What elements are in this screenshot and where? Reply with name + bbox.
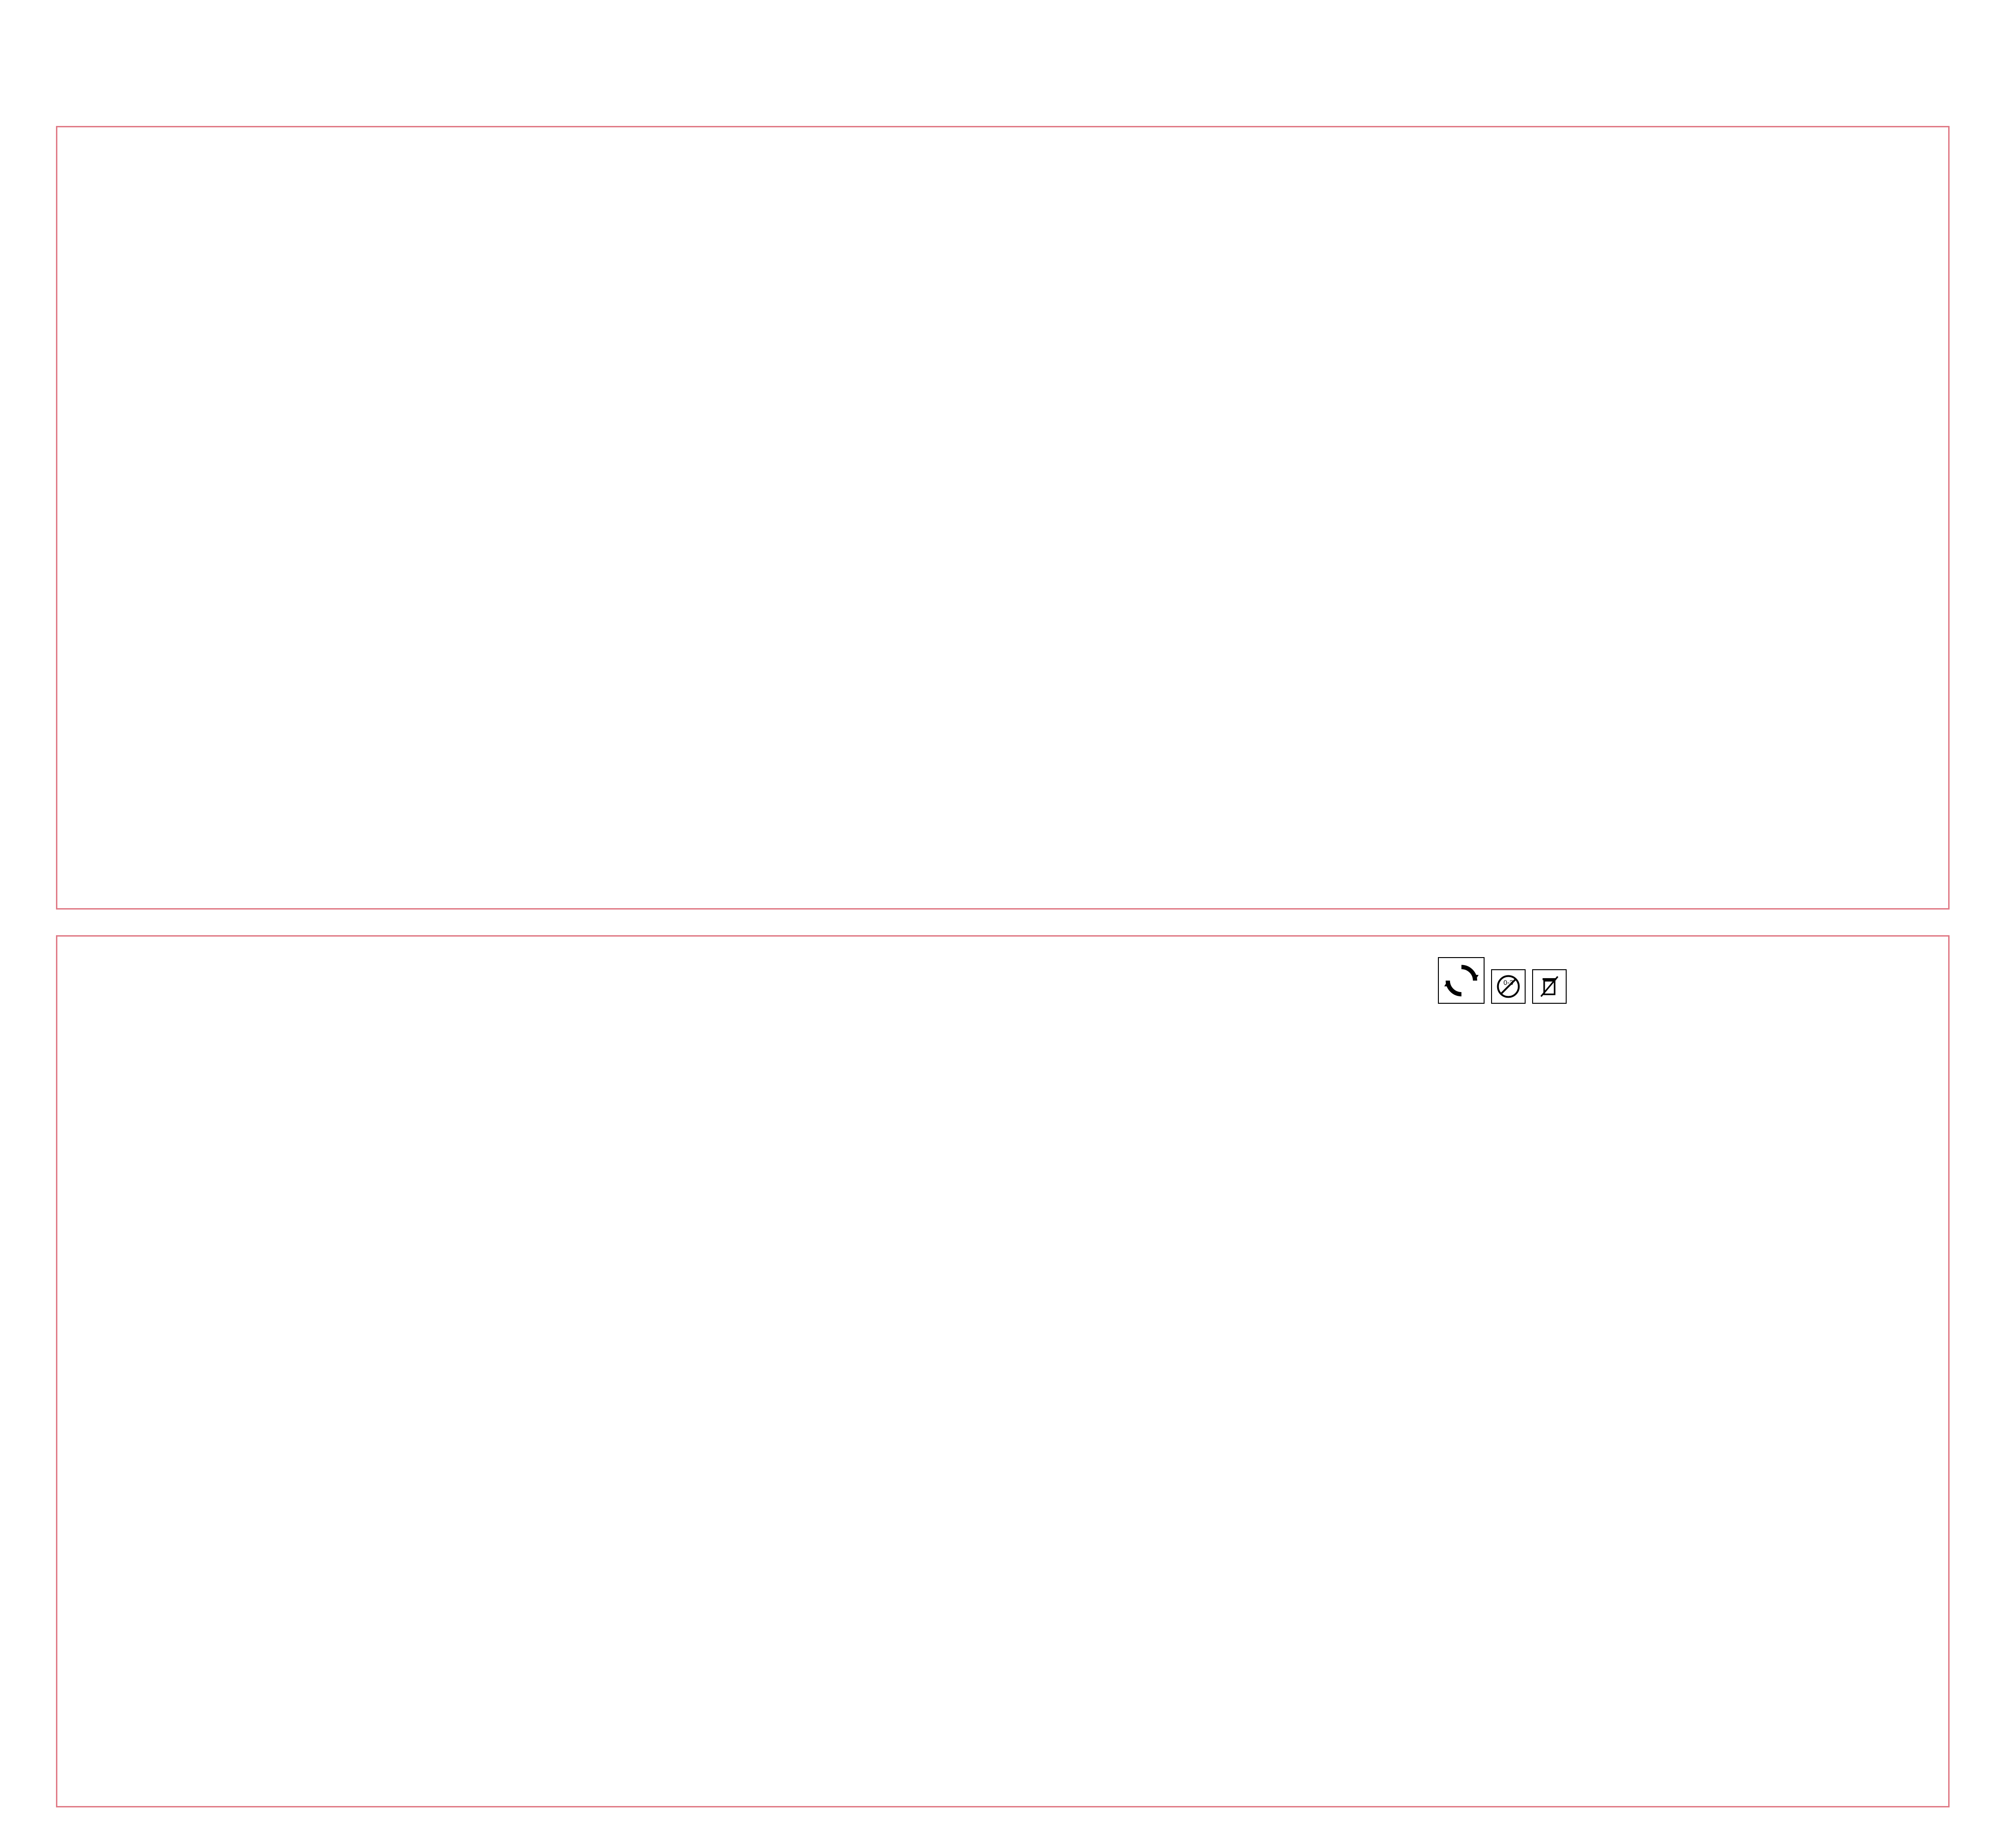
green-dot-recycle-icon (1438, 957, 1485, 1004)
illustration-strip (61, 727, 1442, 890)
tips-grid (63, 943, 1430, 1799)
age-warning-0-3-icon (1491, 969, 1526, 1004)
compliance-marks (1438, 948, 1943, 1004)
steps-row (61, 132, 1944, 724)
crossed-bin-icon (1532, 969, 1567, 1004)
tips-panel (56, 935, 1950, 1807)
svg-text:0-3: 0-3 (1503, 979, 1513, 987)
repeat-column (1434, 943, 1943, 1799)
steps-panel (56, 126, 1950, 910)
